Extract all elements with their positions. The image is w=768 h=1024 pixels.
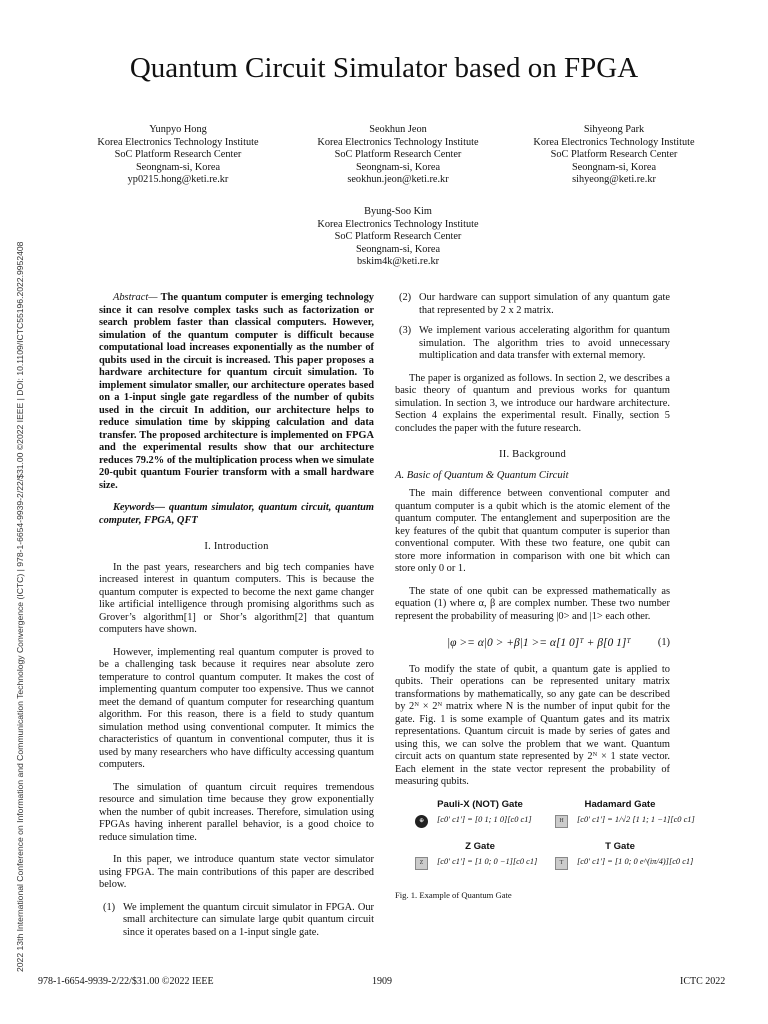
gate-matrix: [c0′ c1′] = 1/√2 [1 1; 1 −1][c0 c1]: [577, 815, 695, 824]
footer-page-number: 1909: [372, 976, 392, 987]
pauli-x-gate: [415, 799, 545, 827]
hadamard-gate: [555, 798, 695, 827]
background-paragraph-1: The main difference between conventional computer and quantum computer is a qubit which is the atomic element of the quantum computer. The entanglement and superposition are the key features of the qubit that quantum computer is superior than conventional computer. With these two feature, one qubit can store more information in comparison with one bit which can store only 0 or 1.: [395, 488, 670, 574]
left-column: [99, 292, 374, 949]
h-gate-icon: H: [555, 815, 568, 828]
author-city: Seongnam-si, Korea: [571, 161, 657, 173]
organization-paragraph: The paper is organized as follows. In section 2, we describes a basic theory of quantum and previous works for quantum simulation. In section 3, we introduce our hardware architecture. Section 4 explains the experimental result. Finally, section 5 concludes the paper with the future research.: [395, 372, 670, 434]
paper-title: Quantum Circuit Simulator based on FPGA: [129, 52, 639, 84]
equation-1: [395, 637, 670, 650]
author-email: sihyeong@keti.re.kr: [572, 174, 656, 185]
section-2-title: II. Background: [499, 449, 566, 460]
author-org: Korea Electronics Technology Institute: [317, 136, 479, 148]
gate-name: Hadamard Gate: [584, 798, 656, 810]
list-item: [99, 902, 374, 940]
list-item: [395, 292, 670, 317]
background-paragraph-3: To modify the state of qubit, a quantum gate is applied to qubits. Their operations can be represented unitary matrix transformations by mathematically, so any gate can be described by 2ᴺ × 2ᴺ matrix where N is the number of input qubit for the gate. Fig. 1 is some example of Quantum gates and its matrix representations. Quantum circuit is made by series of gates and using this, we can solve the problem that we want. Quantum circuit acts on quantum state represented by 2ᴺ × 1 state vector. Each element in the state vector represent the probability of measuring qubits.: [395, 663, 670, 787]
contribution-list: [99, 902, 374, 940]
author-dept: SoC Platform Research Center: [334, 149, 462, 160]
author-city: Seongnam-si, Korea: [135, 161, 221, 173]
doi-sidebar-text: 2022 13th International Conference on Information and Communication Technology Convergence (ICTC) | 978-1-6654-9939-2/22/$31.00 ©2022 IEEE | DOI: 10.1109/ICTC55196.2022.9952408: [15, 241, 25, 972]
author-dept: SoC Platform Research Center: [334, 231, 462, 242]
author-email: seokhun.jeon@keti.re.kr: [347, 174, 449, 185]
author-2: [288, 124, 508, 187]
z-gate: [415, 841, 545, 869]
gate-name: T Gate: [605, 840, 635, 852]
intro-paragraph-2: However, implementing real quantum computer is proved to be a challenging task because it requires near absolute zero temperature to control quantum computer. It makes the cost of implementing quantum computer too expensive. Thus we cannot meet the demand of quantum computer for researching quantum algorithm. For this reason, there is a field to study quantum simulation method using conventional computer. It mimics the characteristics of quantum in conventional computer, thus it is used by many researchers who have difficulty accessing quantum computers.: [99, 646, 374, 770]
author-org: Korea Electronics Technology Institute: [533, 136, 695, 148]
author-1: [68, 124, 288, 187]
author-name: Sihyeong Park: [583, 124, 645, 135]
abstract-label: Abstract—: [113, 292, 158, 303]
intro-paragraph-3: The simulation of quantum circuit requires tremendous resource and simulation time because they grow exponentially when the number of qubit increases. Therefore, simulation using FPGAs having inherent parallel behavior, is a good choice to reduce simulation time.: [99, 781, 374, 843]
author-4: [288, 206, 508, 269]
intro-paragraph-4: In this paper, we introduce quantum state vector simulator using FPGA. The main contributions of this paper are described below.: [99, 854, 374, 890]
abstract-text: The quantum computer is emerging technology since it can resolve complex tasks such as factorization or search problem faster than classical computers. However, simulation of the quantum computer is difficult because computational load increases exponentially as the number of qubits used in the circuit is increased. This paper proposes a hardware architecture for quantum circuit simulation. To implement simulator smaller, our architecture operates based on a 1-input single gate regardless of the number of qubits used in the circuit In addition, our architecture helps to reduce simulation time by skipping calculation and data transfer. The proposed architecture is implemented on FPGA and the experimental results show that our architecture reduces 79.2% of the multiplication process when we simulate 20-qubit quantum Fourier transform with a small hardware size.: [99, 292, 374, 491]
list-text: We implement the quantum circuit simulator in FPGA. Our small architecture can simulate large qubit quantum circuit since it operates based on a 1-input single gate.: [123, 901, 374, 938]
equation-body: |φ >= α|0 > +β|1 >= α[1 0]ᵀ + β[0 1]ᵀ: [447, 637, 631, 649]
list-item: [395, 325, 670, 363]
gate-matrix: [c0′ c1′] = [0 1; 1 0][c0 c1]: [437, 815, 532, 824]
author-dept: SoC Platform Research Center: [550, 149, 678, 160]
author-city: Seongnam-si, Korea: [355, 243, 441, 255]
footer-venue: ICTC 2022: [680, 976, 726, 987]
author-name: Seokhun Jeon: [369, 124, 427, 135]
author-city: Seongnam-si, Korea: [355, 161, 441, 173]
contribution-list-continued: [395, 292, 670, 363]
author-email: yp0215.hong@keti.re.kr: [127, 174, 229, 185]
author-name: Byung-Soo Kim: [364, 206, 432, 217]
author-3: [504, 124, 724, 187]
author-org: Korea Electronics Technology Institute: [97, 136, 259, 148]
footer-copyright: 978-1-6654-9939-2/22/$31.00 ©2022 IEEE: [38, 976, 214, 987]
gate-name: Z Gate: [465, 840, 495, 852]
author-dept: SoC Platform Research Center: [114, 149, 242, 160]
xor-gate-icon: ⊕: [415, 815, 428, 828]
abstract: [99, 292, 374, 492]
background-paragraph-2: The state of one qubit can be expressed mathematically as equation (1) where α, β are complex number. These two number represent the probability of measuring |0> and |1> each other.: [395, 585, 670, 622]
section-1-title: I. Introduction: [204, 541, 269, 552]
figure-caption: Fig. 1. Example of Quantum Gate: [395, 889, 512, 900]
t-gate-icon: T: [555, 857, 568, 870]
z-gate-icon: Z: [415, 857, 428, 870]
equation-number: (1): [657, 637, 670, 648]
intro-paragraph-1: In the past years, researchers and big tech companies have increased interest in quantum computers. This is because the quantum computer is expected to become the next game changer like artificial intelligence through promising algorithms such as Grover’s algorithm[1] or Shor’s algorithm[2] that quantum computers have shown.: [99, 561, 374, 635]
keywords: Keywords— quantum simulator, quantum circuit, quantum computer, FPGA, QFT: [99, 502, 374, 526]
list-text: We implement various accelerating algorithm for quantum simulation. The algorithm tries to avoid unnecessary multiplication and data transfer with external memory.: [419, 325, 670, 361]
gate-matrix: [c0′ c1′] = [1 0; 0 −1][c0 c1]: [437, 857, 538, 866]
gate-name: Pauli-X (NOT) Gate: [437, 798, 523, 810]
author-email: bskim4k@keti.re.kr: [356, 256, 440, 267]
author-name: Yunpyo Hong: [149, 124, 207, 135]
author-org: Korea Electronics Technology Institute: [317, 218, 479, 230]
figure-1: [395, 798, 695, 887]
list-number: (1): [103, 901, 116, 913]
list-number: (2): [399, 292, 412, 303]
list-number: (3): [399, 325, 412, 336]
t-gate: [555, 840, 694, 869]
subsection-a-title: A. Basic of Quantum & Quantum Circuit: [395, 469, 569, 481]
doi-sidebar: [8, 132, 25, 972]
list-text: Our hardware can support simulation of any quantum gate that represented by 2 x 2 matrix.: [419, 292, 670, 316]
gate-matrix: [c0′ c1′] = [1 0; 0 e^(iπ/4)][c0 c1]: [577, 857, 694, 866]
right-column: [395, 292, 695, 901]
